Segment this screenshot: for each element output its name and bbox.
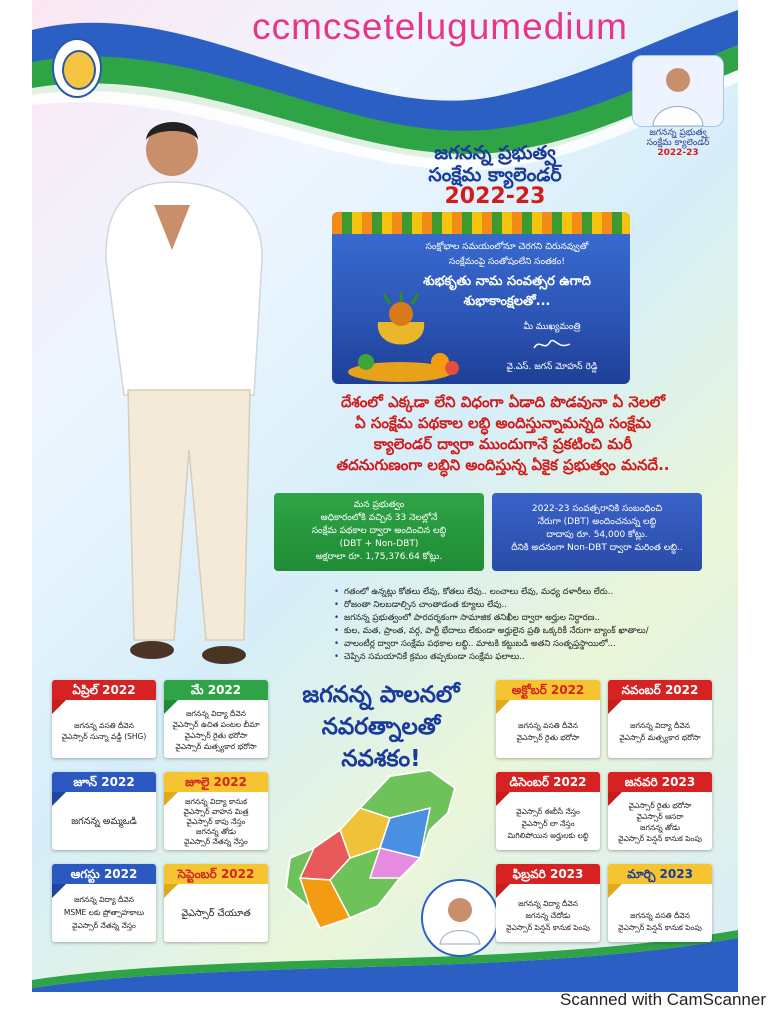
- signature-icon: [532, 336, 572, 354]
- person-icon: [633, 56, 723, 126]
- blue-line4: దీనికి అదనంగా Non-DBT ద్వారా మరింత లబ్ధి..: [511, 543, 683, 553]
- month-scheme: వైఎస్సార్ నేతన్న నేస్తం: [72, 921, 136, 930]
- month-scheme: జగనన్న తోడు: [196, 827, 236, 836]
- month-scheme: జగనన్న విద్యా దీవెన: [74, 895, 134, 904]
- month-scheme: జగనన్న విద్యా దీవెన: [518, 899, 578, 908]
- month-scheme: వైఎస్సార్ ఆసరా: [636, 812, 684, 821]
- green-line3: సంక్షేమ పథకాల ద్వారా అందించిన లబ్ధి: [311, 526, 447, 536]
- month-scheme: వైఎస్సార్ పెన్షన్ కానుక పెంపు: [506, 923, 590, 932]
- month-card-march: [608, 864, 712, 942]
- blue-line1: 2022-23 సంవత్సరానికి సంబంధించి: [531, 504, 663, 514]
- green-line1: మన ప్రభుత్వం: [353, 500, 405, 510]
- bullet-item: • జగనన్న ప్రభుత్వంలో పారదర్శకంగా సామాజిక తనిఖీల ద్వారా అర్హుల నిర్ధారణ..: [334, 612, 724, 625]
- month-title: మే 2022: [164, 680, 268, 700]
- month-scheme: వైఎస్సార్ రైతు భరోసా: [628, 801, 692, 810]
- month-title: అక్టోబర్ 2022: [496, 680, 600, 700]
- greeting-from: మీ ముఖ్యమంత్రి: [523, 322, 581, 332]
- watermark-text: ccmcsetelugumedium: [252, 6, 628, 47]
- greeting-line4: శుభాకాంక్షలతో...: [463, 294, 551, 309]
- bullet-item: • గతంలో ఉన్నట్లు కోతలు లేవు, కోతలు లేవు.. లంచాలు లేవు, మధ్య దళారీలు లేరు..: [334, 586, 724, 599]
- month-scheme: జగనన్న వసతి దీవెన: [630, 911, 690, 920]
- month-scheme: జగనన్న వసతి దీవెన: [74, 721, 134, 730]
- month-title: ఏప్రిల్ 2022: [52, 680, 156, 700]
- bullet-item: • రోజంతా నిలబడాల్సిన చాంతాడంత క్యూలు లేవు..: [334, 599, 724, 612]
- headline-line3: క్యాలెండర్ ద్వారా ముందుగానే ప్రకటించి మరీ: [373, 435, 633, 453]
- center-title-line1: జగనన్న పాలనలో: [302, 682, 460, 708]
- month-scheme: వైఎస్సార్ సున్నా వడ్డీ (SHG): [61, 732, 147, 741]
- center-title-line3: నవశకం!: [341, 746, 421, 772]
- headline-line4: తదనుగుణంగా లబ్ధిని అందిస్తున్న ఏకైక ప్రభుత్వం మనదే..: [336, 456, 670, 474]
- ugadi-greeting-card: [332, 212, 630, 384]
- month-title: జూన్ 2022: [52, 772, 156, 792]
- center-title-line2: నవరత్నాలతో: [321, 714, 441, 740]
- month-scheme: వైఎస్సార్ లా నేస్తం: [521, 819, 575, 828]
- headline-line1: దేశంలో ఎక్కడా లేని విధంగా ఏడాది పొడవునా ఏ నెలలో: [340, 393, 666, 411]
- month-scheme: వైఎస్సార్ పెన్షన్ కానుక పెంపు: [618, 834, 702, 843]
- month-scheme: వైఎస్సార్ ఈబీసీ నేస్తం: [516, 807, 580, 816]
- green-line4: (DBT + Non-DBT): [339, 539, 419, 549]
- month-scheme: జగనన్న చేదోడు: [525, 911, 571, 920]
- benefit-box-green: [274, 493, 484, 571]
- month-card-november: [608, 680, 712, 758]
- month-title: ఆగస్టు 2022: [52, 864, 156, 884]
- month-scheme: జగనన్న విద్యా దీవెన: [630, 721, 690, 730]
- map-icon: [280, 768, 500, 958]
- cm-standing-figure: [94, 110, 284, 680]
- bullet-item: • చెప్పిన సమయానికే క్రమం తప్పకుండా సంక్షేమ ఫలాలు..: [334, 651, 724, 664]
- month-card-october: [496, 680, 600, 758]
- greeting-line3: శుభకృతు నామ సంవత్సర ఉగాది: [423, 274, 591, 289]
- cm-portrait-thumbnail: [632, 55, 724, 127]
- month-title: మార్చి 2023: [608, 864, 712, 884]
- month-scheme: జగనన్న వసతి దీవెన: [518, 721, 578, 730]
- blue-line3: దాదాపు రూ. 54,000 కోట్లు.: [546, 530, 648, 540]
- blue-line2: నేరుగా (DBT) అందించనున్న లబ్ధి: [537, 517, 657, 527]
- green-line5: అక్షరాలా రూ. 1,75,376.64 కోట్లు.: [315, 552, 443, 562]
- scanner-footer: Scanned with CamScanner: [559, 990, 766, 1009]
- month-scheme: జగనన్న విద్యా కానుక: [185, 797, 247, 806]
- month-scheme: వైఎస్సార్ నేతన్న నేస్తం: [184, 837, 248, 846]
- month-scheme: వైఎస్సార్ కాపు నేస్తం: [186, 817, 246, 826]
- headline-paragraph: [268, 392, 738, 476]
- month-title: జూలై 2022: [164, 772, 268, 792]
- month-card-january: [608, 772, 712, 850]
- month-title: జనవరి 2023: [608, 772, 712, 792]
- state-emblem-icon: [52, 38, 102, 98]
- month-card-august: [52, 864, 156, 942]
- month-card-june: [52, 772, 156, 850]
- month-scheme: జగనన్న తోడు: [640, 823, 680, 832]
- month-scheme: వైఎస్సార్ ఉచిత పంటల బీమా: [172, 720, 260, 729]
- month-card-december: [496, 772, 600, 850]
- month-card-may: [164, 680, 268, 758]
- green-line2: అధికారంలోకి వచ్చిన 33 నెలల్లోనే: [320, 513, 438, 523]
- bullet-item: • వాలంటీర్ల ద్వారా సంక్షేమ పథకాల లబ్ధి.. మాటకి కట్టుబడి అతని సంతృప్తస్థాయిలో...: [334, 638, 724, 651]
- month-scheme: వైఎస్సార్ రైతు భరోసా: [184, 731, 248, 740]
- month-scheme: వైఎస్సార్ వాహన మిత్ర: [183, 807, 249, 816]
- benefit-bullet-list: [334, 586, 724, 664]
- month-scheme: వైఎస్సార్ మత్స్యకార భరోసా: [175, 742, 257, 751]
- mini-badge-line2: సంక్షేమ క్యాలెండర్: [646, 138, 710, 148]
- kalash-icon: [344, 292, 464, 384]
- month-scheme: వైఎస్సార్ పెన్షన్ కానుక పెంపు: [618, 923, 702, 932]
- month-title: ఫిబ్రవరి 2023: [496, 864, 600, 884]
- mini-badge-line1: జగనన్న ప్రభుత్వ: [649, 128, 707, 138]
- greeting-name: వై.ఎస్. జగన్ మోహన్ రెడ్డి: [506, 362, 598, 372]
- mini-badge-year: 2022-23: [657, 148, 699, 158]
- calendar-title-line1: జగనన్న ప్రభుత్వ: [434, 142, 556, 164]
- month-card-september: [164, 864, 268, 942]
- calendar-year: 2022-23: [444, 184, 546, 209]
- month-card-february: [496, 864, 600, 942]
- month-card-july: [164, 772, 268, 850]
- benefit-box-blue: [492, 493, 702, 571]
- month-scheme: వైఎస్సార్ రైతు భరోసా: [516, 733, 580, 742]
- month-scheme: జగనన్న విద్యా దీవెన: [186, 709, 246, 718]
- month-scheme: వైఎస్సార్ మత్స్యకార భరోసా: [619, 733, 701, 742]
- month-title: డిసెంబర్ 2022: [496, 772, 600, 792]
- greeting-line2: సంక్షేమంపై సంతోషంలేని సంతకం!: [449, 257, 565, 267]
- month-card-april: [52, 680, 156, 758]
- mango-garland: [332, 212, 630, 234]
- greeting-line1: సంక్షోభాల సమయంలోనూ చెరగని చిరునవ్వుతో: [425, 242, 589, 252]
- calendar-title-line2: సంక్షేమ క్యాలెండర్: [428, 164, 562, 186]
- headline-line2: ఏ సంక్షేమ పథకాల లబ్ధి అందిస్తున్నామన్నది సంక్షేమ: [355, 414, 651, 432]
- bullet-item: • కుల, మత, ప్రాంత, వర్గ, పార్టీ భేదాలు లేకుండా అర్హులైన ప్రతి ఒక్కరికీ నేరుగా బ్యాంక్ ఖాతాలు/: [334, 625, 724, 638]
- month-scheme: మిగిలిపోయిన అర్హులకు లబ్ధి: [507, 831, 589, 840]
- month-scheme: జగనన్న అమ్మఒడి: [71, 816, 137, 827]
- month-title: సెప్టెంబర్ 2022: [164, 864, 268, 884]
- month-scheme: MSME లకు ప్రోత్సాహకాలు: [63, 908, 145, 917]
- month-title: నవంబర్ 2022: [608, 680, 712, 700]
- month-scheme: వైఎస్సార్ చేయూత: [181, 908, 251, 919]
